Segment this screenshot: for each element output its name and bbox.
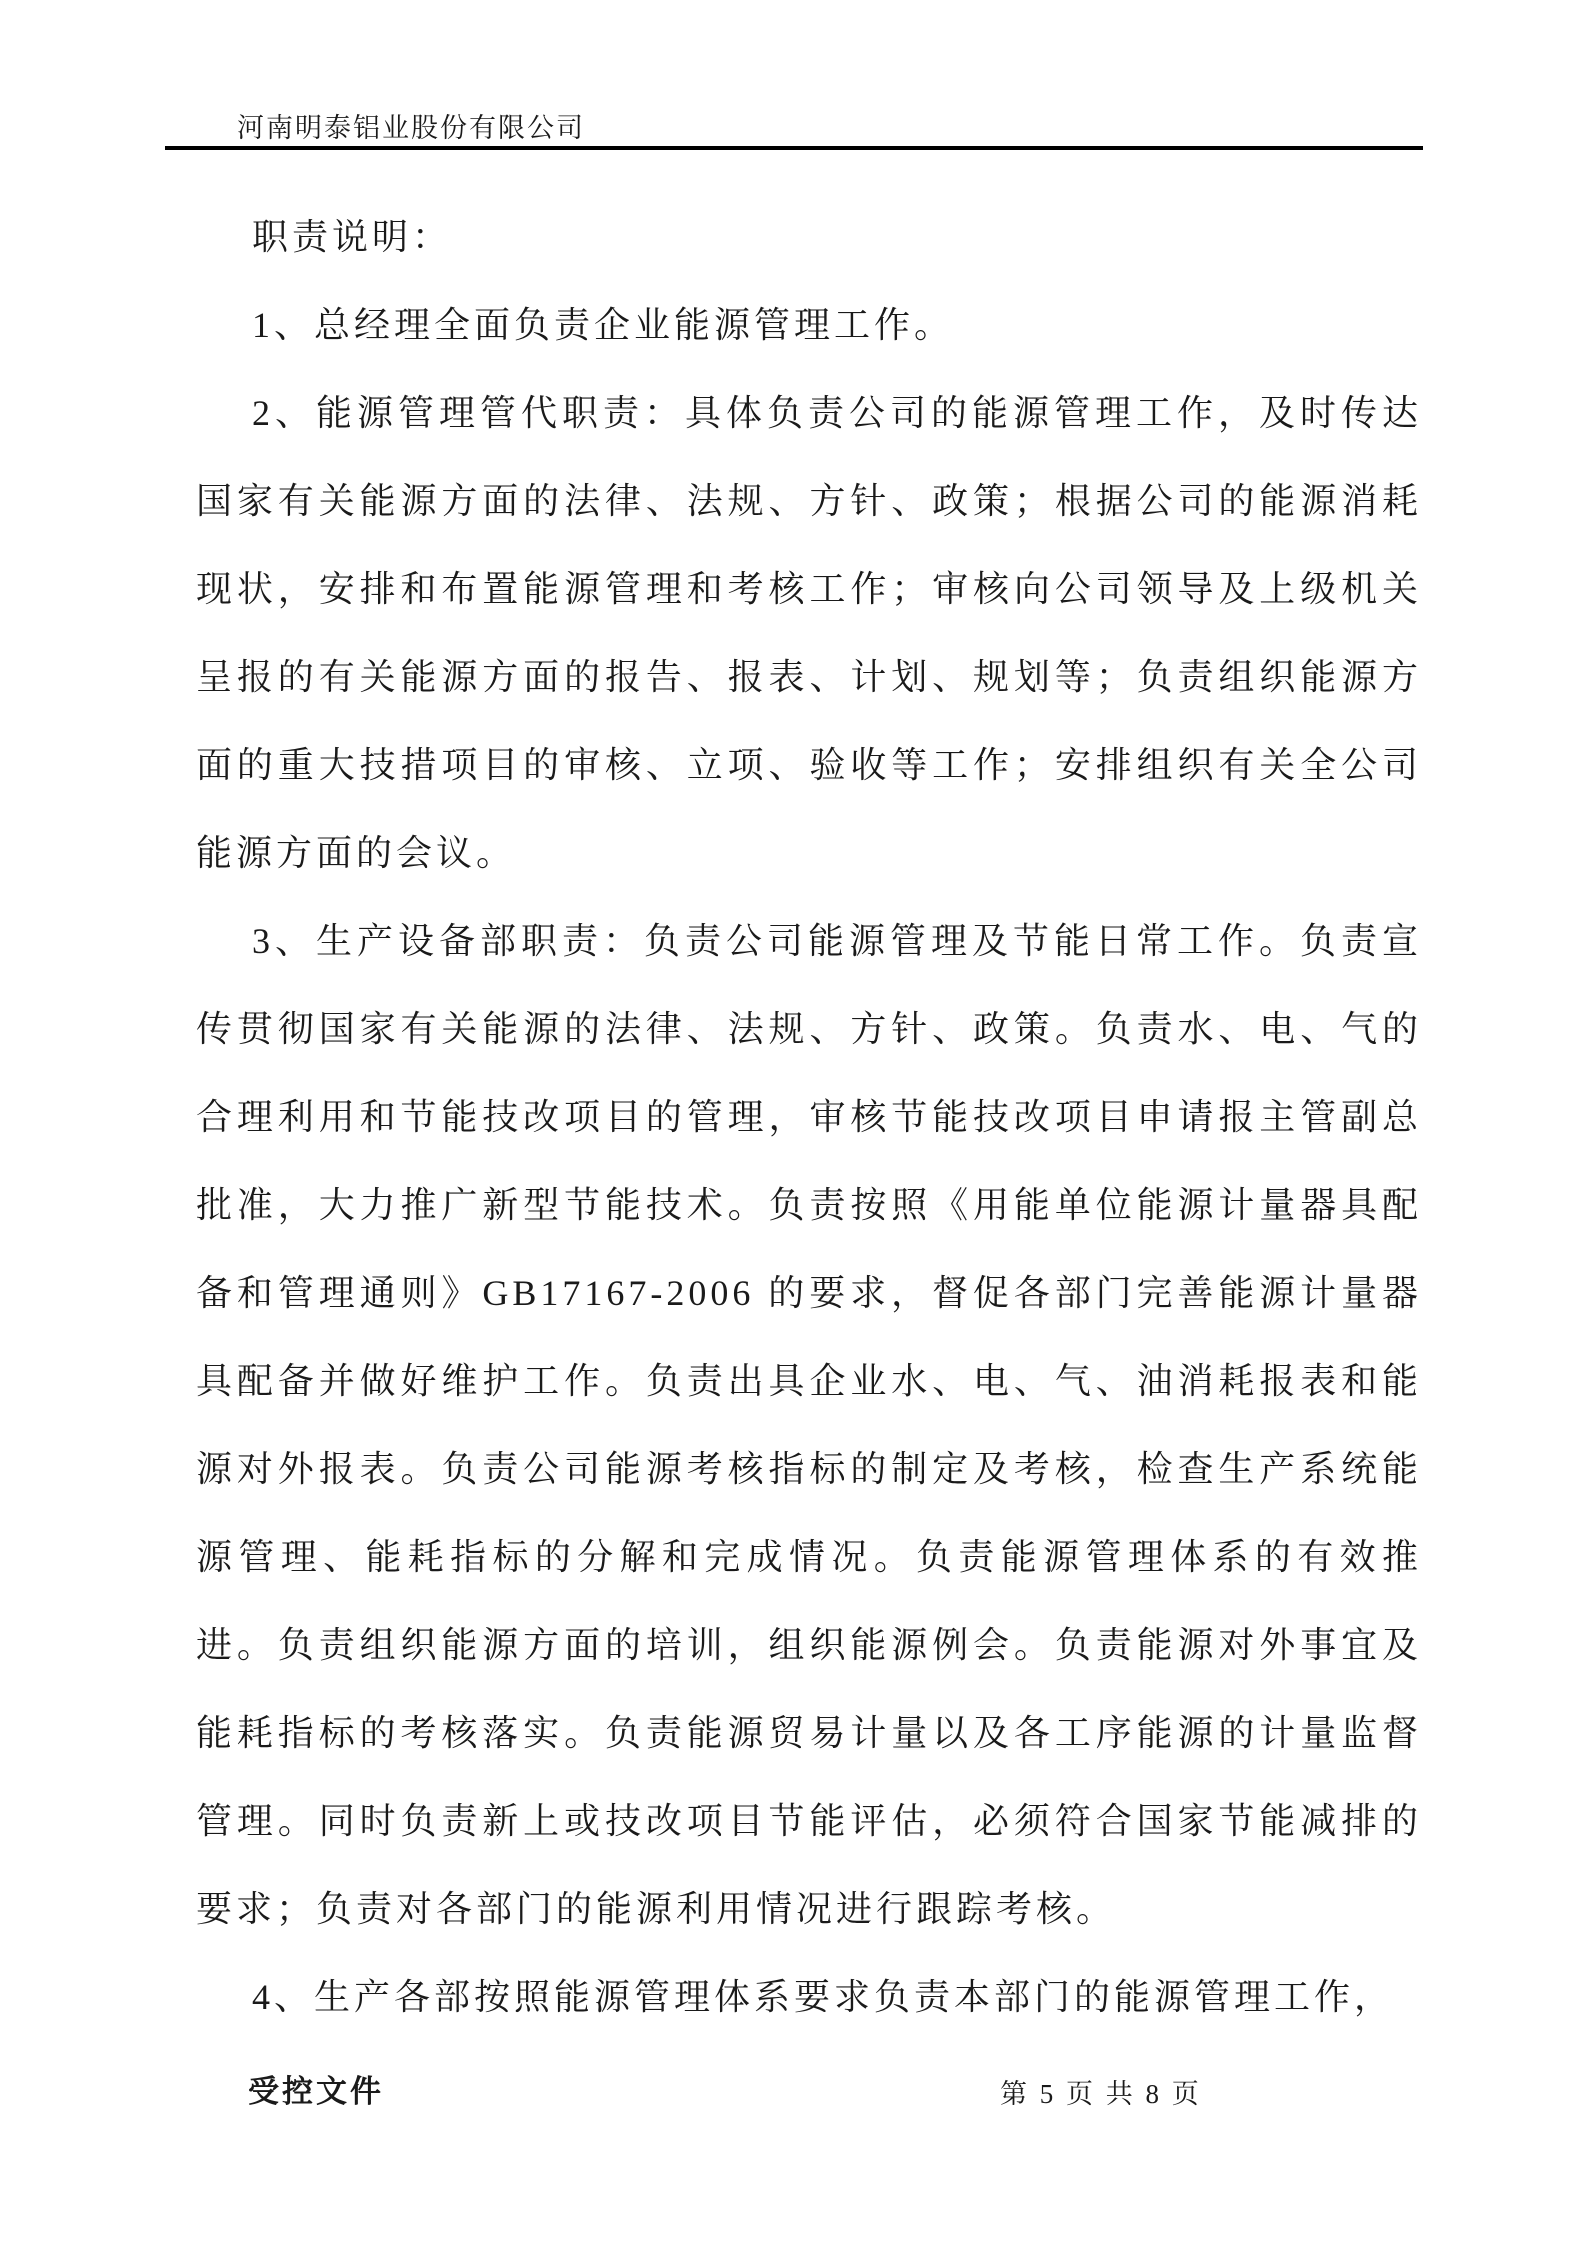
body-paragraph-2: 2、能源管理管代职责：具体负责公司的能源管理工作，及时传达国家有关能源方面的法律、法规、方针、政策；根据公司的能源消耗现状，安排和布置能源管理和考核工作；审核向公司领导及上级机关呈报的有关能源方面的报告、报表、计划、规划等；负责组织能源方面的重大技措项目的审核、立项、验收等工作；安排组织有关全公司能源方面的会议。 bbox=[196, 393, 1422, 873]
document-body bbox=[196, 193, 1422, 2041]
body-paragraph-4: 4、生产各部按照能源管理体系要求负责本部门的能源管理工作， bbox=[252, 1977, 1395, 2017]
header-divider-rule bbox=[165, 146, 1423, 150]
section-heading: 职责说明： bbox=[252, 217, 453, 257]
body-paragraph-1: 1、总经理全面负责企业能源管理工作。 bbox=[252, 305, 955, 345]
header-company-name: 河南明泰铝业股份有限公司 bbox=[237, 113, 585, 143]
footer-controlled-document-label: 受控文件 bbox=[248, 2074, 384, 2109]
footer-page-number: 第 5 页 共 8 页 bbox=[1000, 2079, 1202, 2109]
body-paragraph-3: 3、生产设备部职责：负责公司能源管理及节能日常工作。负责宣传贯彻国家有关能源的法律、法规、方针、政策。负责水、电、气的合理利用和节能技改项目的管理，审核节能技改项目申请报主管副总批准，大力推广新型节能技术。负责按照《用能单位能源计量器具配备和管理通则》GB17167-2006 的要求，督促各部门完善能源计量器具配备并做好维护工作。负责出具企业水、电、气、油消耗报表和能源对外报表。负责公司能源考核指标的制定及考核，检查生产系统能源管理、能耗指标的分解和完成情况。负责能源管理体系的有效推进。负责组织能源方面的培训，组织能源例会。负责能源对外事宜及能耗指标的考核落实。负责能源贸易计量以及各工序能源的计量监督管理。同时负责新上或技改项目节能评估，必须符合国家节能减排的要求；负责对各部门的能源利用情况进行跟踪考核。 bbox=[196, 921, 1422, 1929]
